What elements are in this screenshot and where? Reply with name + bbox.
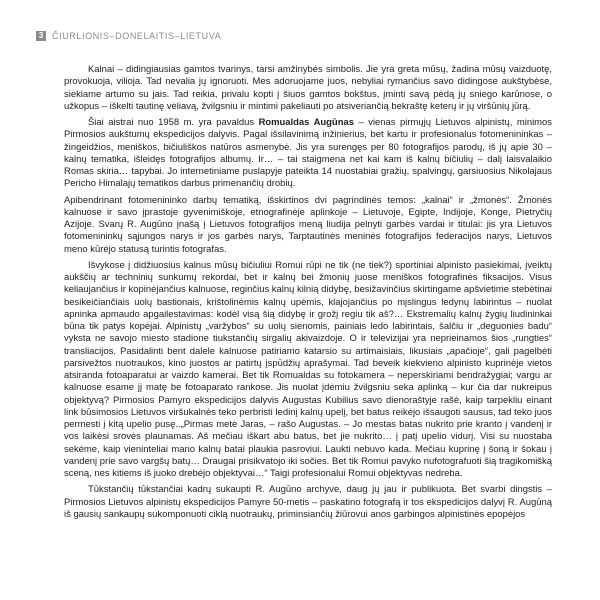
author-name: Romualdas Augūnas — [258, 117, 354, 128]
paragraph: Tūkstančių tūkstančiai kadrų sukaupti R. Augūno archyve, daug jų jau ir publikuota. Bet svarbi dingstis – Pirmosios Lietuvos alpinistų ekspedicijos Pamyre 50-metis – paskatino fotografą ir tos ekspedicijos dalyvį R. Augūną iš gausių sankaupų sukomponuoti ciklą nuotraukų, priminsiančių žiūrovui anos garbingos alpinistinės epopėjos — [64, 484, 552, 520]
page-header — [36, 31, 221, 41]
paragraph-text: Šiai aistrai nuo 1958 m. yra pavaldus — [88, 117, 259, 128]
running-title: ČIURLIONIS–DONELAITIS–LIETUVA — [52, 31, 222, 41]
paragraph: Apibendrinant fotomenininko darbų tematiką, išskirtinos dvi pagrindinės temos: „kalnai“ ir „žmonės“. Žmonės kalnuose ir savo įprastoje gyvenimiškoje, etnografinėje aplinkoje – Lietuvoje, Egipte, Indijoje, Konge, Pietryčių Azijoje. Svarų R. Augūno įnašą į Lietuvos fotografijos meną liudija pelnyti garbės vardai ir titulai: jis yra Lietuvos fotomenininkų sąjungos narys ir jos garbės narys, Tarptautinės meninės fotografijos federacijos narys, Lietuvos meno kūrėjo statusą turintis fotografas. — [64, 194, 552, 255]
paragraph: Išvykose į didžiuosius kalnus mūsų bičiuliui Romui rūpi ne tik (ne tiek?) sportiniai alpinisto pasiekimai, įveiktų aukščių ar techninių sunkumų rekordai, bet ir kalnų bei žmonių juose meniškos fotografinės fiksacijos. Visus keliaujančius ir kopinėjančius kalnuose, reginčius kalnų kilnią didybę, besižavinčius skirtingame apšvietime stebėtinai besikeičiančiais uolų bastionais, krištolinėmis kalnų upėmis, klajojančius po mįslingus ledynų labirintus – nuolat apninka apmaudo apgailestavimas: kodėl visą šią didybę ir grožį regiu tik aš?… Ekstremalių kalnų žygių liudininkai būna tik patys kopėjai. Alpinistų „varžybos“ su uolų sienomis, painiais ledo labirintais, šalčiu ir „deguonies badu“ vyksta ne savojo miesto stadione tiukstančių sirgalių akivaizdoje. O ir televizijai yra neprieinamos šios „rungties“ transliacijos. Pasidalinti bent dalele kalnuose patiriamo katarsio su artimaisiais, likusiais „apačioje“, gali pagelbėti parsivežtos nuotraukos, kino juostos ar patirtų įspūdžių aprašymai. Tad beveik kiekvieno alpinisto kuprinėje vietos atsiranda fotoaparatui ar vaizdo kamerai. Bet tik Romualdas su fotokamera – neperskiriami bendražygiai; vargu ar kalnuose esame jį matę be fotoaparato rankose. Jis nuolat įdėmiu žvilgsniu seka aplinką – kur čia dar nukreipus objektyvą? Pirmosios Pamyro ekspedicijos dalyvis Augustas Kubilius savo dienoraštyje rašė, kaip tarpekliu einant link būsimosios Lietuvos viršukalnės teko perbristi ledinį kalnų upelį, bet batus reikėjo išsaugoti sausus, tad teko juos permesti į kitą upelio pusę..„Pirmas metė Jaras, – rašo Augustas. – Jo mestas batas nukrito prie kranto į vandenį ir vos laikėsi srovės plaunamas. Aš mečiau iškart abu batus, bet jie nukrito… į patį upelio vidurį. Visi su nuostaba sekėme, kaip vieninteliai mano kalnų batai plaukia pasroviui. Laukti nebuvo kada. Mečiau kuprinę į šoną ir šokau į vandenį prie savo vargšų batų… Draugai prisikvatojo iki sočies. Bet tik Romui pavyko nufotografuoti šią tragikomišką sceną, nes kitiems iš juoko drebėjo objektyvai…“ Taigi profesionalui Romui objektyvas nedreba. — [64, 259, 552, 479]
paragraph — [64, 117, 552, 191]
paragraph: Kalnai – didingiausias gamtos tvarinys, tarsi amžinybės simbolis. Jie yra greta mūsų, žadina mūsų vaizduotę, provokuoja, vilioja. Tad nevalia jų ignoruoti. Mes adoruojame juos, nebyliai rymančius savo didingose aukštybėse, siekiame artumo su jais. Tad reikia, privalu kopti į šiuos gamtos bokštus, įminti savą pėdą jų sniego karūnose, o užkopus – iškelti tautinę vėliavą, žvilgsniu ir mintimi pakeliauti po atsiveriančią bekraštę keterų ir jų viršūnių jūrą. — [64, 64, 552, 112]
article-body — [64, 64, 552, 525]
page-number: 3 — [36, 31, 46, 41]
paragraph-text: – vienas pirmųjų Lietuvos alpinistų, minimos Pirmosios aukštumų ekspedicijos dalyvis. Pagal išsilavinimą inžinierius, bet kartu ir profesionalus fotomenininkas – žingeidžios, meniškos, bičiuliškos natūros asmenybė. Jis yra surengęs per 80 fotografijos parodų, iš jų apie 30 – kalnų tematika, išleidęs fotografijos albumų. Ir… – tai staigmena net kai kam iš kalnų bičiulių – dalį laisvalaikio Romas skiria… tapybai. Jo internetiniame puslapyje pateikta 14 nuostabiai gražių, spalvingų, garsiuosius Nikolajaus Pericho Himalajų tematikos darbus primenančių drobių. — [64, 117, 552, 190]
